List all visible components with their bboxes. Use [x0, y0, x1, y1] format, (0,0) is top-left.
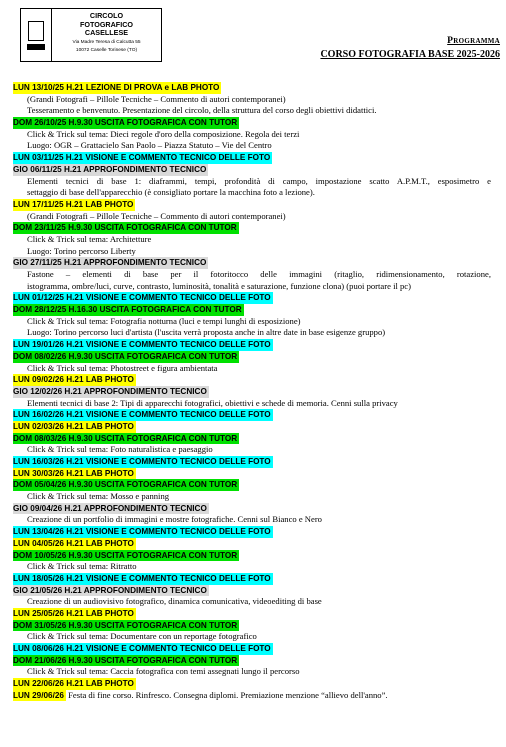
event-title: LUN 13/04/26 H.21 VISIONE E COMMENTO TECNICO DELLE FOTO: [13, 527, 271, 537]
event-title: LUN 03/11/25 H.21 VISIONE E COMMENTO TECNICO DELLE FOTO: [13, 153, 271, 163]
schedule-event-heading: [13, 550, 491, 562]
schedule-event-heading: [13, 292, 491, 304]
event-title: GIO 06/11/25 H.21 APPROFONDIMENTO TECNICO: [13, 164, 207, 174]
event-title: LUN 30/03/26 H.21 LAB PHOTO: [13, 468, 134, 478]
schedule-event-heading: [13, 421, 491, 433]
schedule-event-detail: Click & Trick sul tema: Fotografia notturna (luci e tempi lunghi di esposizione): [27, 315, 301, 326]
event-title: GIO 09/04/26 H.21 APPROFONDIMENTO TECNICO: [13, 503, 207, 513]
schedule-event-detail: settaggio di base dell'apparecchio (è consigliato portare la macchina foto a lezione).: [27, 187, 315, 198]
event-title: DOM 23/11/25 H.9.30 USCITA FOTOGRAFICA CON TUTOR: [13, 223, 237, 233]
event-title: DOM 08/02/26 H.9.30 USCITA FOTOGRAFICA CON TUTOR: [13, 351, 238, 361]
schedule-event-heading: [13, 479, 491, 491]
schedule-event-detail: (Grandi Fotografi – Pillole Tecniche – Commento di autori contemporanei): [27, 210, 286, 221]
event-title: LUN 17/11/25 H.21 LAB PHOTO: [13, 199, 134, 209]
event-title: LUN 16/02/26 H.21 VISIONE E COMMENTO TECNICO DELLE FOTO: [13, 410, 271, 420]
schedule-event-detail: Click & Trick sul tema: Ritratto: [27, 561, 137, 572]
schedule-event-heading: [13, 386, 491, 398]
event-title: DOM 10/05/26 H.9.30 USCITA FOTOGRAFICA CON TUTOR: [13, 550, 238, 560]
event-title: LUN 13/10/25 H.21 LEZIONE DI PROVA e LAB PHOTO: [13, 83, 220, 92]
schedule-event-heading: [13, 374, 491, 386]
event-title: DOM 26/10/25 H.9.30 USCITA FOTOGRAFICA CON TUTOR: [13, 118, 238, 128]
event-title: DOM 28/12/25 H.16.30 USCITA FOTOGRAFICA CON TUTOR: [13, 305, 242, 315]
club-info: [52, 9, 161, 61]
event-title: LUN 02/03/26 H.21 LAB PHOTO: [13, 421, 134, 431]
schedule-event-detail: Click & Trick sul tema: Dieci regole d'oro della composizione. Regola dei terzi: [27, 128, 300, 139]
event-title: LUN 22/06/26 H.21 LAB PHOTO: [13, 679, 134, 689]
schedule-event-detail: Click & Trick sul tema: Caccia fotografica con temi assegnati lungo il percorso: [27, 666, 300, 677]
club-name-line: FOTOGRAFICO: [80, 19, 133, 29]
schedule-event-heading: [13, 222, 491, 234]
schedule-event-detail: Click & Trick sul tema: Documentare con un reportage fotografico: [27, 631, 257, 642]
schedule-event-heading: [13, 257, 491, 269]
schedule-event-detail: Elementi tecnici di base 2: Tipi di apparecchi fotografici, obiettivi e schede di memoria. Cenni sulla privacy: [27, 397, 398, 408]
schedule-event-detail: istogramma, ombre/luci, curve, contrasto, luminosità, tonalità e saturazione, funzione clona) (puoi portare il pc): [27, 280, 411, 291]
event-title: DOM 21/06/26 H.9.30 USCITA FOTOGRAFICA CON TUTOR: [13, 655, 238, 665]
schedule-event-detail: Click & Trick sul tema: Photostreet e figura ambientata: [27, 362, 218, 373]
schedule-event-heading: [13, 351, 491, 363]
schedule-final-event: [13, 690, 491, 702]
schedule-event-detail: Click & Trick sul tema: Mosso e panning: [27, 491, 170, 502]
schedule-event-heading: [13, 503, 491, 515]
schedule-event-heading: [13, 526, 491, 538]
schedule-event-heading: [13, 608, 491, 620]
schedule-event-detail: Elementi tecnici di base 1: diaframmi, tempi, profondità di campo, impostazione scatto A.P.M.T., esposimetro e: [27, 175, 491, 186]
camera-logo-icon: [21, 9, 52, 61]
event-title: DOM 05/04/26 H.9.30 USCITA FOTOGRAFICA CON TUTOR: [13, 480, 238, 490]
schedule-event-heading: [13, 82, 491, 94]
event-title: LUN 04/05/26 H.21 LAB PHOTO: [13, 538, 134, 548]
event-title: LUN 09/02/26 H.21 LAB PHOTO: [13, 375, 134, 385]
schedule-event-heading: [13, 304, 491, 316]
schedule-event-detail: (Grandi Fotografi – Pillole Tecniche – Commento di autori contemporanei): [27, 93, 286, 104]
club-name-line: CASELLESE: [84, 28, 129, 37]
schedule-event-detail: Fastone – elementi di base per il fotoritocco delle immagini (ritaglio, ridimensionamento, rotazione,: [27, 269, 491, 279]
schedule-event-heading: [13, 643, 491, 655]
schedule-event-heading: [13, 678, 491, 690]
schedule-event-heading: [13, 585, 491, 597]
club-logo-header: [20, 8, 162, 62]
event-title: LUN 08/06/26 H.21 VISIONE E COMMENTO TECNICO DELLE FOTO: [13, 644, 271, 653]
schedule-event-heading: [13, 456, 491, 468]
schedule-event-heading: [13, 117, 491, 129]
schedule-event-heading: [13, 164, 491, 176]
schedule-event-detail: Luogo: Torino percorso Liberty: [27, 245, 136, 256]
event-title: LUN 18/05/26 H.21 VISIONE E COMMENTO TECNICO DELLE FOTO: [13, 573, 271, 583]
schedule-event-heading: [13, 573, 491, 585]
club-name-line: CIRCOLO: [89, 11, 124, 20]
event-title: LUN 16/03/26 H.21 VISIONE E COMMENTO TECNICO DELLE FOTO: [13, 457, 271, 466]
schedule-event-heading: [13, 433, 491, 445]
event-date: LUN 29/06/26: [13, 690, 64, 700]
event-title: DOM 31/05/26 H.9.30 USCITA FOTOGRAFICA CON TUTOR: [13, 620, 238, 630]
schedule-event-detail: Click & Trick sul tema: Foto naturalistica e paesaggio: [27, 444, 213, 455]
event-title: LUN 19/01/26 H.21 VISIONE E COMMENTO TECNICO DELLE FOTO: [13, 340, 271, 350]
club-address-line: Via Madre Teresa di Calcutta 55: [72, 39, 141, 45]
document-subtitle: Programma: [447, 36, 500, 46]
schedule-event-heading: [13, 199, 491, 211]
event-title: LUN 25/05/26 H.21 LAB PHOTO: [13, 608, 134, 618]
event-title: DOM 08/03/26 H.9.30 USCITA FOTOGRAFICA CON TUTOR: [13, 433, 238, 443]
schedule-event-detail: Luogo: OGR – Grattacielo San Paolo – Piazza Statuto – Vie del Centro: [27, 140, 272, 151]
schedule-event-detail: Luogo: Torino percorso luci d'artista (l'uscita verrà proposta anche in altre date in base esigenze gruppo): [27, 327, 386, 338]
schedule-event-detail: Creazione di un audiovisivo fotografico, dinamica comunicativa, videoediting di base: [27, 596, 322, 607]
event-title: GIO 27/11/25 H.21 APPROFONDIMENTO TECNICO: [13, 258, 207, 268]
schedule-event-detail: Tesseramento e benvenuto. Presentazione del circolo, della struttura del corso degli obiettivi didattici.: [27, 105, 377, 116]
schedule-event-heading: [13, 620, 491, 632]
schedule-event-heading: [13, 538, 491, 550]
schedule-event-heading: [13, 468, 491, 480]
event-description: Festa di fine corso. Rinfresco. Consegna diplomi. Premiazione menzione “allievo dell'anno”.: [65, 689, 388, 700]
event-title: LUN 01/12/25 H.21 VISIONE E COMMENTO TECNICO DELLE FOTO: [13, 293, 271, 303]
document-title-block: [200, 36, 500, 60]
schedule-event-heading: [13, 409, 491, 421]
document-title: CORSO FOTOGRAFIA BASE 2025-2026: [320, 49, 500, 60]
schedule-list: [13, 82, 491, 701]
schedule-event-detail: Creazione di un portfolio di immagini e mostre fotografiche. Cenni sul Bianco e Nero: [27, 514, 322, 525]
schedule-event-heading: [13, 339, 491, 351]
schedule-event-heading: [13, 152, 491, 164]
club-address-line: 10072 Caselle Torinese (TO): [75, 47, 138, 53]
schedule-event-detail: Click & Trick sul tema: Architetture: [27, 233, 152, 244]
schedule-event-heading: [13, 655, 491, 667]
event-title: GIO 21/05/26 H.21 APPROFONDIMENTO TECNICO: [13, 585, 207, 595]
event-title: GIO 12/02/26 H.21 APPROFONDIMENTO TECNICO: [13, 386, 207, 396]
